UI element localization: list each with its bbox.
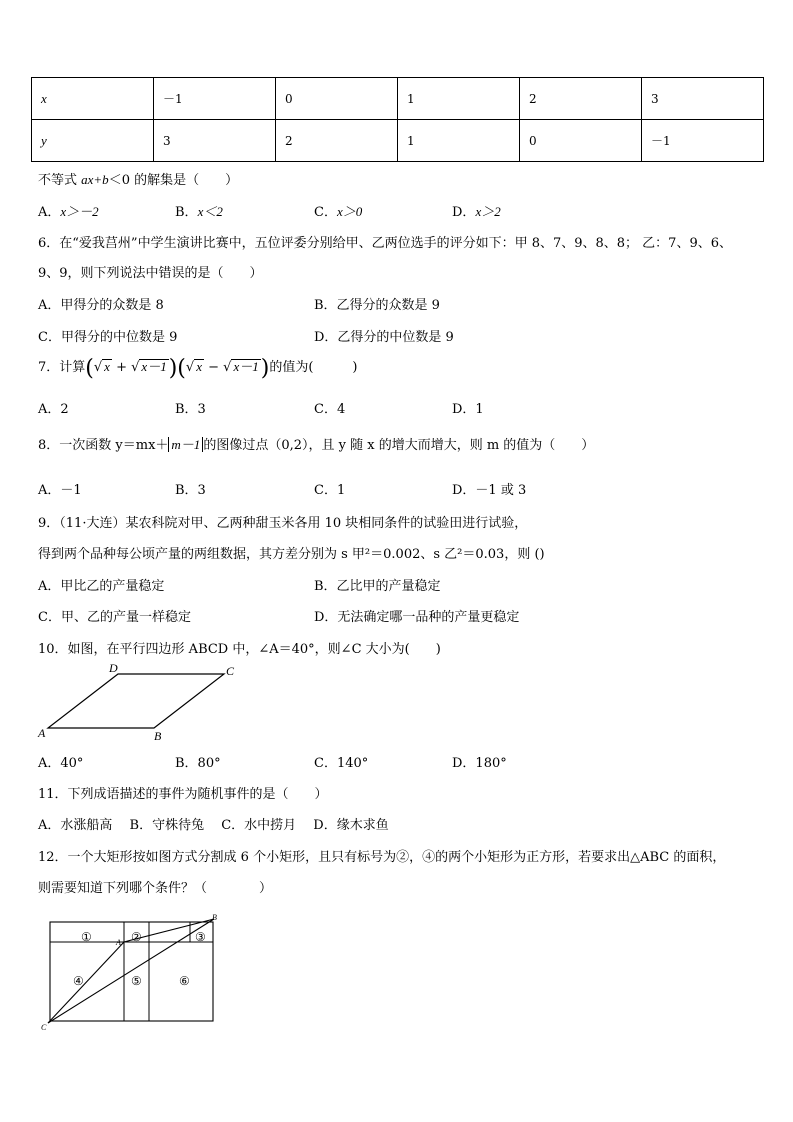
q5-option-a: A．x＞－2 xyxy=(38,204,99,220)
q10-stem: 10．如图，在平行四边形 ABCD 中，∠A＝40°，则∠C 大小为( ) xyxy=(38,642,441,657)
table-row-x xyxy=(32,78,764,120)
q8-option-c: C．1 xyxy=(314,483,346,498)
q8-option-a: A．－1 xyxy=(38,483,82,498)
q10-option-a: A．40° xyxy=(38,756,84,771)
q6-option-a: A．甲得分的众数是 8 xyxy=(38,298,164,313)
q7-option-b: B．3 xyxy=(175,402,206,417)
parallelogram-abcd xyxy=(48,674,224,728)
label-c: C xyxy=(41,1023,47,1032)
label-d: D xyxy=(109,661,118,675)
label-6: ⑥ xyxy=(179,974,190,988)
table-cell: 3 xyxy=(642,78,764,120)
table-cell: －1 xyxy=(642,120,764,162)
q6-stem-line2: 9、9，则下列说法中错误的是（ ） xyxy=(38,266,263,281)
q8-stem: 8．一次函数 y＝mx＋ m－1 的图像过点（0,2），且 y 随 x 的增大而增大，则 m 的值为（ ） xyxy=(38,437,595,453)
q5-option-c: C．x＞0 xyxy=(314,204,363,220)
table-cell: 0 xyxy=(276,78,398,120)
q6-option-b: B．乙得分的众数是 9 xyxy=(314,298,440,313)
q10-option-c: C．140° xyxy=(314,756,369,771)
label-5: ⑤ xyxy=(131,974,142,988)
table-cell: 2 xyxy=(276,120,398,162)
label-a: A xyxy=(38,726,46,740)
q7-option-d: D．1 xyxy=(452,402,484,417)
label-b: B xyxy=(154,729,162,743)
label-3: ③ xyxy=(195,930,206,944)
table-cell: 0 xyxy=(520,120,642,162)
table-header-x: x xyxy=(32,78,154,120)
label-b: B xyxy=(212,913,217,922)
q7-option-a: A．2 xyxy=(38,402,69,417)
parallelogram-figure xyxy=(34,660,244,744)
q9-option-c: C．甲、乙的产量一样稳定 xyxy=(38,610,191,625)
q7-stem: 7．计算(√ x + √ x－1)(√ x − √ x－1)的值为( ) xyxy=(38,356,358,381)
q9-stem-line1: 9．（11·大连）某农科院对甲、乙两种甜玉米各用 10 块相同条件的试验田进行试验， xyxy=(38,516,528,531)
table-cell: －1 xyxy=(154,78,276,120)
q9-option-b: B．乙比甲的产量稳定 xyxy=(314,579,441,594)
label-c: C xyxy=(226,664,235,678)
q11-stem: 11．下列成语描述的事件为随机事件的是（ ） xyxy=(38,787,328,802)
q12-stem-line2: 则需要知道下列哪个条件？（ ） xyxy=(38,881,273,896)
q6-stem-line1: 6．在“爱我莒州”中学生演讲比赛中，五位评委分别给甲、乙两位选手的评分如下：甲 8、7、9、8、8； 乙：7、9、6、 xyxy=(38,236,732,251)
label-4: ④ xyxy=(73,974,84,988)
q9-stem-line2: 得到两个品种每公顷产量的两组数据，其方差分别为 s 甲²＝0.002、s 乙²＝0.03，则 () xyxy=(38,547,545,562)
table-cell: 1 xyxy=(398,120,520,162)
table-cell: 1 xyxy=(398,78,520,120)
q6-option-c: C．甲得分的中位数是 9 xyxy=(38,330,178,345)
table-cell: 3 xyxy=(154,120,276,162)
rectangle-division-figure xyxy=(40,910,226,1032)
xy-value-table xyxy=(31,77,764,162)
table-cell: 2 xyxy=(520,78,642,120)
q8-option-d: D．－1 或 3 xyxy=(452,483,527,498)
q11-options: A．水涨船高 B．守株待兔 C．水中捞月 D．缘木求鱼 xyxy=(38,818,389,833)
q5-option-d: D．x＞2 xyxy=(452,204,501,220)
q5-option-b: B．x＜2 xyxy=(175,204,223,220)
table-row-y xyxy=(32,120,764,162)
label-1: ① xyxy=(81,930,92,944)
q10-option-d: D．180° xyxy=(452,756,507,771)
q9-option-d: D．无法确定哪一品种的产量更稳定 xyxy=(314,610,520,625)
q10-option-b: B．80° xyxy=(175,756,221,771)
q9-option-a: A．甲比乙的产量稳定 xyxy=(38,579,165,594)
label-a: A xyxy=(116,938,121,947)
q8-option-b: B．3 xyxy=(175,483,206,498)
q6-option-d: D．乙得分的中位数是 9 xyxy=(314,330,454,345)
table-header-y: y xyxy=(32,120,154,162)
q7-option-c: C．4 xyxy=(314,402,346,417)
q5-stem: 不等式 ax+b＜0 的解集是（ ） xyxy=(38,172,239,188)
label-2: ② xyxy=(131,930,142,944)
q12-stem-line1: 12．一个大矩形按如图方式分割成 6 个小矩形，且只有标号为②，④的两个小矩形为正方形，若要求出△ABC 的面积， xyxy=(38,850,726,865)
